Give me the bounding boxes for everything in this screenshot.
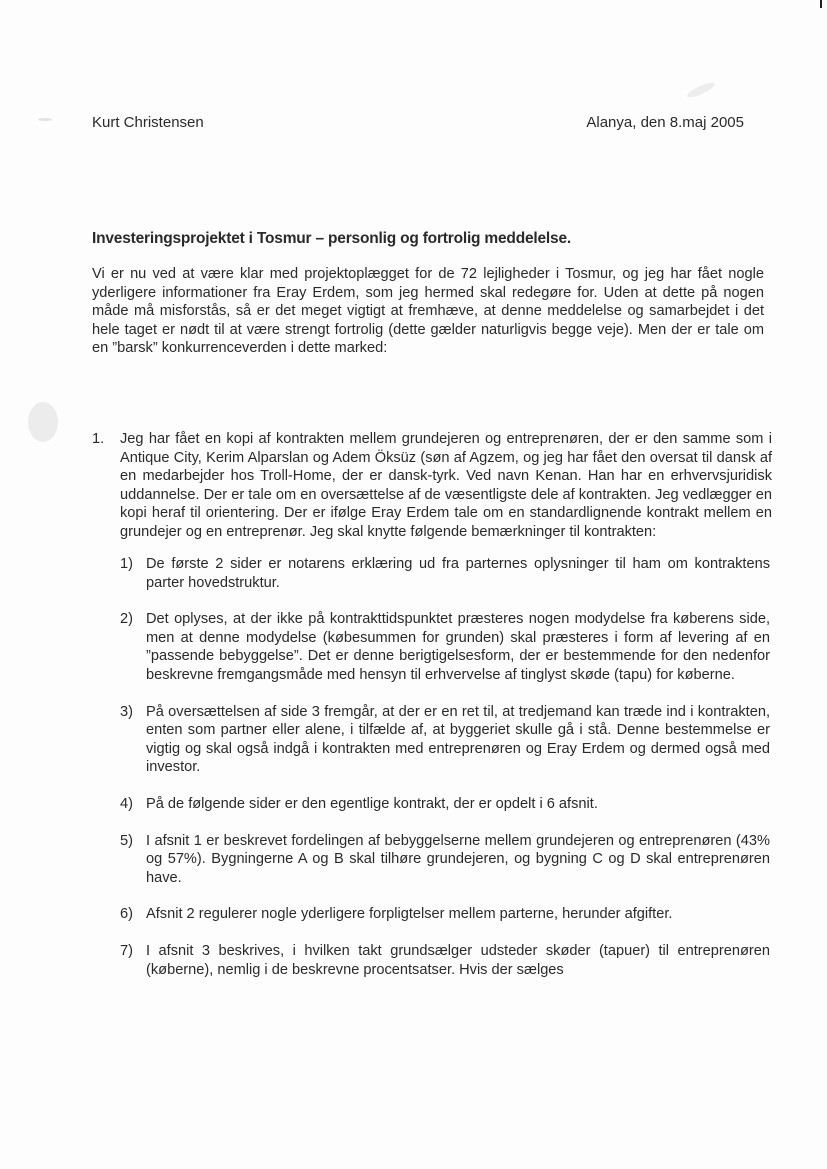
- sub-list-item: [120, 905, 770, 924]
- author-name: Kurt Christensen: [92, 114, 204, 131]
- sub-item-number: 6): [120, 906, 133, 923]
- letter-header: [92, 114, 744, 136]
- sub-item-number: 3): [120, 703, 133, 720]
- scan-artifact: [820, 0, 822, 8]
- sub-item-text: Afsnit 2 regulerer nogle yderligere forpligtelser mellem parterne, herunder afgifter.: [146, 906, 673, 923]
- scan-artifact: [686, 80, 717, 100]
- sub-list-item: [120, 795, 770, 814]
- sub-item-text: De første 2 sider er notarens erklæring ud fra parternes oplysninger til ham om kontraktens parter hovedstruktur.: [146, 556, 770, 591]
- sub-list-item: [120, 555, 770, 592]
- sub-item-text: Det oplyses, at der ikke på kontrakttidspunktet præsteres nogen modydelse fra køberens side, men at denne modydelse (købesummen for grunden) skal præsteres i form af levering af en ”passende bebyggelse”. Det er denne berigtigelsesform, der er bestemmende for den nedenfor beskrevne fremgangsmåde med hensyn til erhvervelse af tinglyst skøde (tapu) for køberne.: [146, 611, 770, 683]
- document-title: Investeringsprojektet i Tosmur – personlig og fortrolig meddelelse.: [92, 230, 571, 247]
- sub-item-number: 4): [120, 795, 133, 812]
- main-item-text: Jeg har fået en kopi af kontrakten mellem grundejeren og entreprenøren, der er den samme som i Antique City, Kerim Alparslan og Adem Öksüz (søn af Agzem, og jeg har fået den oversat til dansk af en medarbejder hos Troll-Home, der er dansk-tyrk. Ved navn Kenan. Han har en erhvervsjuridisk uddannelse. Der er tale om en oversættelse af de væsentligste dele af kontrakten. Jeg vedlægger en kopi heraf til orientering. Der er ifølge Eray Erdem tale om en standardlignende kontrakt mellem en grundejer og en entreprenør. Jeg skal knytte følgende bemærkninger til kontrakten:: [120, 431, 772, 540]
- sub-item-text: På de følgende sider er den egentlige kontrakt, der er opdelt i 6 afsnit.: [146, 795, 598, 812]
- sub-list-item: [120, 942, 770, 979]
- main-list-item: [92, 430, 772, 542]
- scan-artifact: [38, 118, 52, 121]
- sub-item-number: 5): [120, 832, 133, 849]
- sub-list: [120, 555, 770, 997]
- sub-item-number: 1): [120, 556, 133, 572]
- sub-item-number: 2): [120, 611, 133, 628]
- scan-artifact: [28, 402, 58, 442]
- sub-list-item: [120, 832, 770, 888]
- sub-item-number: 7): [120, 942, 133, 959]
- sub-list-item: [120, 610, 770, 684]
- sub-list-item: [120, 703, 770, 777]
- sub-item-text: På oversættelsen af side 3 fremgår, at der er en ret til, at tredjemand kan træde ind i kontrakten, enten som partner eller alene, i tilfælde af, at byggeriet skulle gå i stå. Denne bestemmelse er vigtig og skal også indgå i kontrakten med entreprenøren og Eray Erdem og dermed også med investor.: [146, 703, 770, 776]
- place-date: Alanya, den 8.maj 2005: [586, 114, 744, 131]
- sub-item-text: I afsnit 3 beskrives, i hvilken takt grundsælger udsteder skøder (tapuer) til entreprenøren (køberne), nemlig i de beskrevne procentsatser. Hvis der sælges: [146, 942, 770, 978]
- intro-paragraph: Vi er nu ved at være klar med projektoplægget for de 72 lejligheder i Tosmur, og jeg har fået nogle yderligere informationer fra Eray Erdem, som jeg hermed skal redegøre for. Uden at dette på nogen måde må misforstås, så er det meget vigtigt at fremhæve, at denne meddelelse og samarbejdet i det hele taget er nødt til at være strengt fortrolig (dette gælder naturligvis begge veje). Men der er tale om en ”barsk” konkurrenceverden i dette marked:: [92, 266, 764, 357]
- sub-item-text: I afsnit 1 er beskrevet fordelingen af bebyggelserne mellem grundejeren og entreprenøren (43% og 57%). Bygningerne A og B skal tilhøre grundejeren, og bygning C og D skal entreprenøren have.: [146, 832, 770, 886]
- main-item-number: 1.: [92, 431, 105, 447]
